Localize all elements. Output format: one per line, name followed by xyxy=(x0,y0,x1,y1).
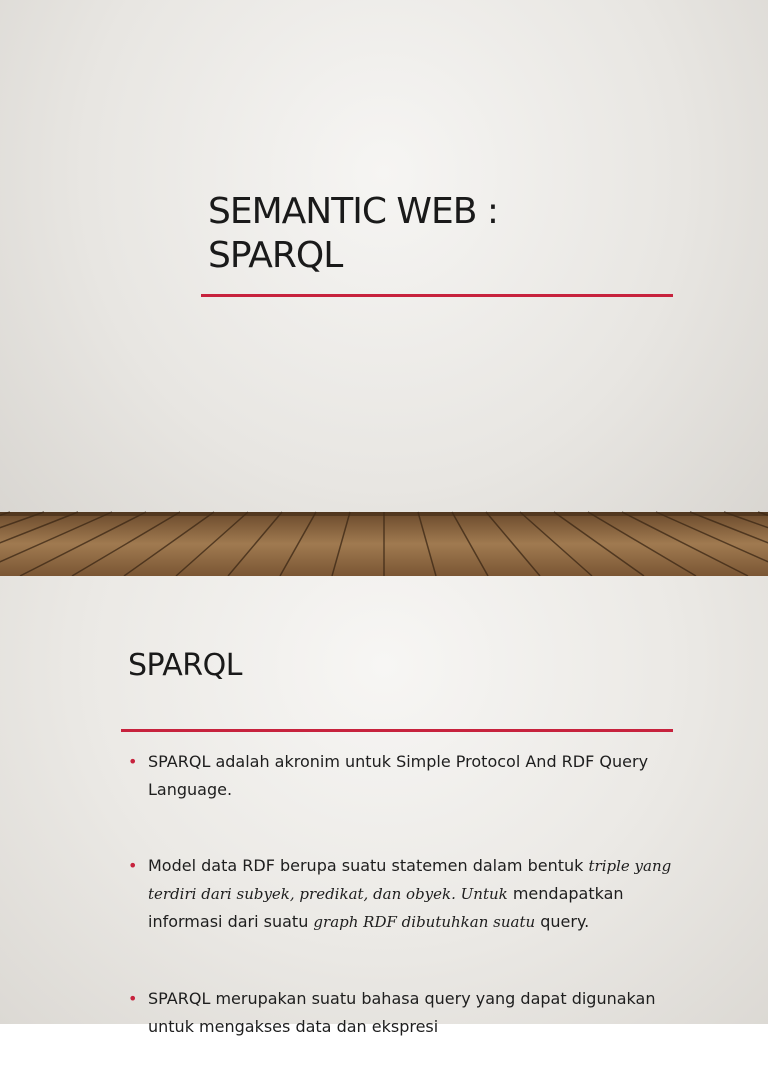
bullet-dot-icon: • xyxy=(128,989,138,1008)
title-line-2: SPARQL xyxy=(208,235,343,276)
bullet-dot-icon: • xyxy=(128,856,138,875)
bullet-text-italic: triple yang terdiri dari subyek, predikat, dan obyek. Untuk xyxy=(148,857,672,903)
slide-title-heading xyxy=(208,190,668,278)
bullet-text: SPARQL adalah akronim untuk Simple Protocol And RDF Query Language. xyxy=(148,752,649,799)
wooden-floor-image xyxy=(0,512,768,576)
slide-heading: SPARQL xyxy=(128,648,242,683)
bullet-dot-icon: • xyxy=(128,752,138,771)
heading-divider xyxy=(121,729,673,732)
slide-content xyxy=(0,576,768,1036)
title-divider xyxy=(201,294,673,297)
bullet-list xyxy=(128,748,673,1089)
bullet-item xyxy=(128,748,673,804)
bullet-text-italic: graph RDF dibutuhkan suatu xyxy=(313,913,536,931)
bullet-text: SPARQL merupakan suatu bahasa query yang dapat digunakan untuk mengakses data dan ekspresi xyxy=(148,989,656,1036)
title-line-1: SEMANTIC WEB : xyxy=(208,191,499,232)
bullet-text-part: Model data RDF berupa suatu statemen dalam bentuk xyxy=(148,856,589,875)
bullet-text-part: mendapatkan informasi dari suatu xyxy=(148,884,624,931)
bullet-item xyxy=(128,985,673,1041)
bullet-item xyxy=(128,852,673,936)
bullet-text-part: query. xyxy=(535,912,590,931)
